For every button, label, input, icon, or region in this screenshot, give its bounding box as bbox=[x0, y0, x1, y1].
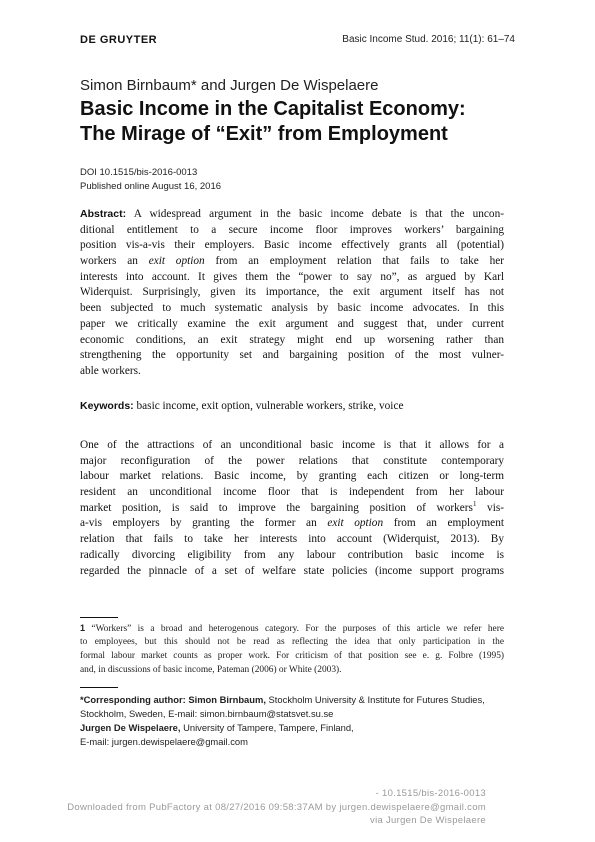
body-line: a-vis employers by granting the former an exit option from an employment bbox=[80, 517, 504, 530]
abstract-line: been subjected to much systematic analysis by basic income advocates. In this bbox=[80, 302, 504, 315]
abstract-line: economic conditions, an exit strategy might end up worsening rather than bbox=[80, 333, 504, 346]
body-line: relation that fails to take her interests into account (Widerquist, 2013). By bbox=[80, 533, 504, 546]
abstract-line: Abstract: A widespread argument in the basic income debate is that the uncon- bbox=[80, 208, 504, 220]
corresponding-author-label: *Corresponding author: Simon Birnbaum, bbox=[80, 694, 266, 705]
abstract-line: Widerquist. Surprisingly, given its importance, the exit argument itself has not bbox=[80, 286, 504, 299]
publisher-logo: DE GRUYTER bbox=[80, 34, 158, 46]
abstract bbox=[80, 207, 504, 380]
body-line: market position, is said to improve the bargaining position of workers$^1$ vis- bbox=[80, 499, 504, 514]
body-line: labour market relations. Basic income, by granting each citizen or long-term bbox=[80, 470, 504, 483]
body-line: resident an unconditional income floor that is independent from her labour bbox=[80, 486, 504, 499]
title-line: The Mirage of “Exit” from Employment bbox=[80, 123, 448, 145]
correspondence bbox=[80, 693, 504, 749]
coauthor-label: Jurgen De Wispelaere, bbox=[80, 722, 181, 733]
body-text bbox=[80, 438, 504, 579]
abstract-line: interests into account. It gives them the “power to say no”, as argued by Karl bbox=[80, 270, 504, 283]
correspondence-line: *Corresponding author: Simon Birnbaum, Stockholm University & Institute for Futures Studies, bbox=[80, 694, 485, 705]
abstract-line: able workers. bbox=[80, 364, 141, 377]
abstract-line: position vis-a-vis their employers. Basic income effectively grants all (potential) bbox=[80, 239, 504, 252]
article-doi[interactable]: DOI 10.1515/bis-2016-0013 bbox=[80, 167, 198, 178]
correspondence-email[interactable]: Stockholm, Sweden, E-mail: simon.birnbaum@statsvet.su.se bbox=[80, 708, 334, 719]
abstract-line: paper we critically examine the exit argument and suggest that, under current bbox=[80, 317, 504, 330]
abstract-line: workers an exit option from an employment relation that fails to take her bbox=[80, 255, 505, 268]
coauthor-email[interactable]: E-mail: jurgen.dewispelaere@gmail.com bbox=[80, 736, 248, 747]
footnote-line: to employees, but this should not be read as reflecting the idea that only participation in the bbox=[80, 637, 504, 647]
article-title bbox=[80, 97, 520, 147]
body-line: One of the attractions of an unconditional basic income is that it allows for a bbox=[80, 439, 504, 451]
footnote-line: 1 “Workers” is a broad and heterogenous category. For the purposes of this article we refer here bbox=[80, 623, 504, 634]
abstract-label: Abstract: bbox=[80, 208, 127, 220]
footnote-line: formal labour market counts as proper work. For criticism of that position see e. g. Folbre (1995) bbox=[80, 651, 504, 661]
footnote-line: and, in discussions of basic income, Pateman (2006) or White (2003). bbox=[80, 665, 342, 675]
footnote-rule bbox=[80, 617, 118, 618]
journal-reference: Basic Income Stud. 2016; 11(1): 61–74 bbox=[342, 34, 515, 45]
keywords-text: basic income, exit option, vulnerable workers, strike, voice bbox=[133, 400, 404, 412]
body-line: radically divorcing eligibility from any labour contribution basic income is bbox=[80, 548, 504, 561]
keywords-label: Keywords: bbox=[80, 400, 134, 412]
watermark-doi: - 10.1515/bis-2016-0013 bbox=[375, 788, 486, 799]
article-authors: Simon Birnbaum* and Jurgen De Wispelaere bbox=[80, 77, 379, 94]
body-line: regarded the pinnacle of a set of welfare state policies (income support programs bbox=[80, 564, 504, 577]
correspondence-line: Jurgen De Wispelaere, University of Tampere, Tampere, Finland, bbox=[80, 722, 354, 733]
title-line: Basic Income in the Capitalist Economy: bbox=[80, 98, 466, 120]
footnote-ref[interactable]: 1 bbox=[472, 499, 477, 508]
body-line: major reconfiguration of the power relations that constitute contemporary bbox=[80, 454, 504, 467]
abstract-line: ditional entitlement to a secure income floor improves workers’ bargaining bbox=[80, 223, 504, 236]
footnote bbox=[80, 621, 504, 677]
keywords bbox=[80, 399, 504, 415]
footnote-number: 1 bbox=[80, 623, 86, 633]
abstract-line: strengthening the opportunity set and bargaining position of the most vulner- bbox=[80, 349, 504, 362]
watermark-download: Downloaded from PubFactory at 08/27/2016 09:58:37AM by jurgen.dewispelaere@gmail.com bbox=[67, 802, 486, 813]
correspondence-rule bbox=[80, 687, 118, 688]
publication-date: Published online August 16, 2016 bbox=[80, 181, 222, 192]
watermark-via: via Jurgen De Wispelaere bbox=[370, 815, 486, 826]
